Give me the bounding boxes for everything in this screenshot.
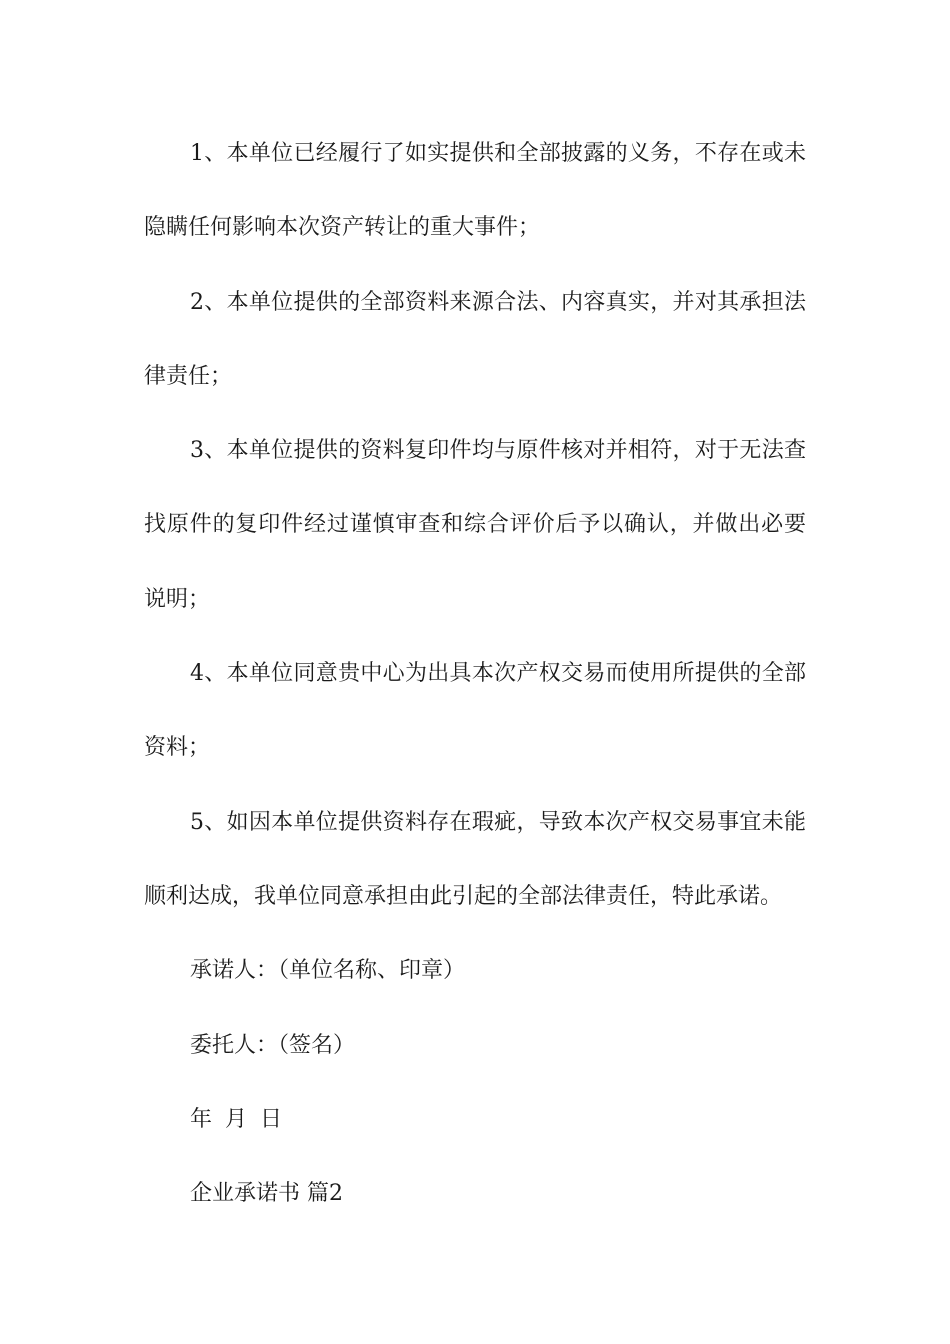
item-5-line-2: 顺利达成，我单位同意承担由此引起的全部法律责任，特此承诺。	[144, 884, 783, 909]
item-3-line-3: 说明；	[144, 587, 211, 612]
item-3-line-1: 3、本单位提供的资料复印件均与原件核对并相符，对于无法查	[190, 438, 806, 463]
item-4-line-1: 4、本单位同意贵中心为出具本次产权交易而使用所提供的全部	[190, 661, 806, 686]
promisor-line: 承诺人：（单位名称、印章）	[190, 958, 466, 983]
item-1-line-1: 1、本单位已经履行了如实提供和全部披露的义务，不存在或未	[190, 141, 806, 166]
delegate-line: 委托人：（签名）	[190, 1033, 356, 1058]
section-heading: 企业承诺书 篇2	[190, 1181, 343, 1206]
item-3-line-2: 找原件的复印件经过谨慎审查和综合评价后予以确认，并做出必要	[144, 512, 806, 537]
item-5-line-1: 5、如因本单位提供资料存在瑕疵，导致本次产权交易事宜未能	[190, 810, 806, 835]
date-line: 年 月 日	[190, 1107, 282, 1132]
item-2-line-1: 2、本单位提供的全部资料来源合法、内容真实，并对其承担法	[190, 290, 806, 315]
item-4-line-2: 资料；	[144, 735, 211, 760]
item-1-line-2: 隐瞒任何影响本次资产转让的重大事件；	[144, 215, 541, 240]
item-2-line-2: 律责任；	[144, 364, 233, 389]
